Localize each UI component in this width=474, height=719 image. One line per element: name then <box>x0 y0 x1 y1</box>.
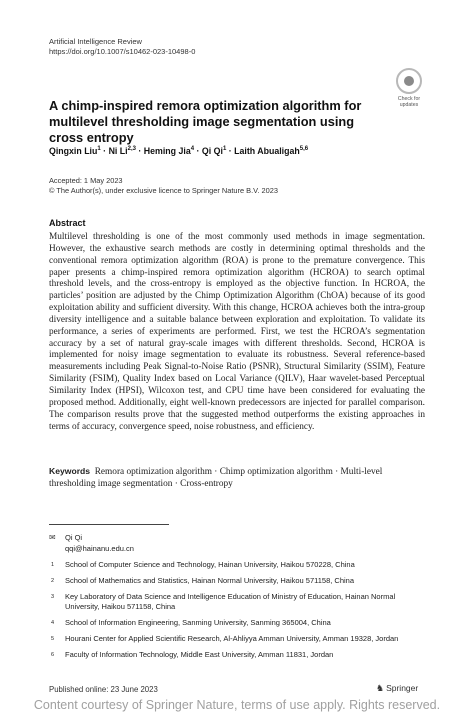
affiliation-number: 6 <box>51 652 55 658</box>
author-separator: · <box>100 146 109 156</box>
author-name[interactable]: Ni Li <box>108 146 128 156</box>
affiliation-text: School of Mathematics and Statistics, Hainan Normal University, Haikou 571158, China <box>65 576 355 585</box>
contact-email[interactable]: qqi@hainanu.edu.cn <box>65 544 134 553</box>
keywords-label: Keywords <box>49 466 91 476</box>
contact-name: Qi Qi <box>65 533 83 542</box>
affiliation-number: 4 <box>51 620 55 626</box>
affiliation-list <box>49 560 425 666</box>
author-affiliation-sup: 4 <box>190 146 195 153</box>
journal-name: Artificial Intelligence Review <box>49 37 142 46</box>
affiliation-item <box>49 560 425 570</box>
author-separator: · <box>226 146 235 156</box>
author-separator: · <box>194 146 202 156</box>
affiliation-number: 5 <box>51 636 55 642</box>
courtesy-watermark: Content courtesy of Springer Nature, terms of use apply. Rights reserved. <box>33 698 441 712</box>
affiliation-item <box>49 592 425 612</box>
copyright-notice: © The Author(s), under exclusive licence to Springer Nature B.V. 2023 <box>49 186 278 195</box>
author-affiliation-sup: 1 <box>97 146 101 153</box>
author-name[interactable]: Heming Jia <box>143 146 191 156</box>
article-dates <box>49 176 278 196</box>
affiliation-text: Hourani Center for Applied Scientific Research, Al-Ahliyya Amman University, Amman 19328, Jordan <box>65 634 399 643</box>
badge-label-line2: updates <box>399 102 419 108</box>
abstract-text: Multilevel thresholding is one of the most commonly used methods in image segmentation. However, the exhaustive search methods are costly in determining optimal thresholds and the conventional remora optimization algorithm (ROA) is prone to the premature convergence. This paper presents a chimp-inspired remora optimization algorithm (HCROA) to search optimal threshold levels, and the cross-entropy is employed as the objective function. In HCROA, the particles’ position are adjusted by the Chimp Optimization Algorithm (ChOA) because of its good exploitation ability and sufficient diversity. With this change, HCROA achieves both the intra-group diversity intelligence and a suitable balance between exploration and exploitation. To validate its performance, a series of experiments are performed. First, we test the HCROA’s segmentation accuracy by a set of natural gray-scale images with different thresholds. Second, HCROA is implemented for noisy image segmentation to evaluate its robustness. Several reference-based measurements including Peak Signal-to-Noise Ratio (PSNR), Structural Similarity (SSIM), Feature Similarity (FSIM), Quality Index based on Local Variance (QILV), Haar wavelet-based Perceptual Similarity Index (HPSI), Wilcoxon test, and CPU time have been considered for evaluating the proposed method. Additionally, eight well-known predecessors are injected for parallel comparison. The comparison results prove that the suggested method outperforms the existing approaches in terms of accuracy, convergence speed, noise robustness, and efficiency. <box>49 232 425 432</box>
affiliation-number: 1 <box>51 562 55 568</box>
affiliation-text: School of Information Engineering, Sanming University, Sanming 365004, China <box>65 618 331 627</box>
publisher-logo <box>376 683 418 694</box>
journal-header <box>49 37 195 57</box>
springer-horse-icon: ♞ <box>376 683 385 693</box>
published-date: Published online: 23 June 2023 <box>49 685 158 694</box>
affiliation-text: School of Computer Science and Technology, Hainan University, Haikou 570228, China <box>65 560 355 569</box>
crossmark-icon <box>396 68 422 94</box>
affiliation-item <box>49 634 425 644</box>
affiliation-text: Faculty of Information Technology, Middle East University, Amman 11831, Jordan <box>65 650 334 659</box>
publisher-name: Springer <box>386 683 419 693</box>
paper-title: A chimp-inspired remora optimization algorithm for multilevel thresholding image segmentation using cross entropy <box>49 98 362 145</box>
accepted-date: Accepted: 1 May 2023 <box>49 176 123 185</box>
doi-link[interactable]: https://doi.org/10.1007/s10462-023-10498-0 <box>49 47 196 56</box>
affiliation-item <box>49 618 425 628</box>
abstract-heading: Abstract <box>49 218 86 228</box>
envelope-icon: ✉ <box>49 533 56 542</box>
check-for-updates-badge[interactable] <box>392 68 426 108</box>
affiliation-number: 3 <box>51 594 55 600</box>
author-name[interactable]: Qi Qi <box>201 146 223 156</box>
corresponding-author <box>49 532 134 554</box>
author-name[interactable]: Qingxin Liu <box>49 146 98 156</box>
affiliation-number: 2 <box>51 578 55 584</box>
author-separator: · <box>135 146 144 156</box>
author-affiliation-sup: 5,6 <box>299 146 309 153</box>
keywords-text: Remora optimization algorithm · Chimp optimization algorithm · Multi-level thresholding image segmentation · Cross-entropy <box>49 467 383 489</box>
affiliation-item <box>49 576 425 586</box>
affiliation-text: Key Laboratory of Data Science and Intelligence Education of Ministry of Education, Hainan Normal University, Haikou 571158, China <box>65 592 396 611</box>
footnote-divider <box>49 524 169 525</box>
keywords <box>49 465 425 490</box>
author-affiliation-sup: 2,3 <box>127 146 136 153</box>
author-list <box>49 146 308 156</box>
affiliation-item <box>49 650 425 660</box>
author-name[interactable]: Laith Abualigah <box>234 146 300 156</box>
badge-label-line1: Check for <box>397 96 421 102</box>
author-affiliation-sup: 1 <box>222 146 227 153</box>
